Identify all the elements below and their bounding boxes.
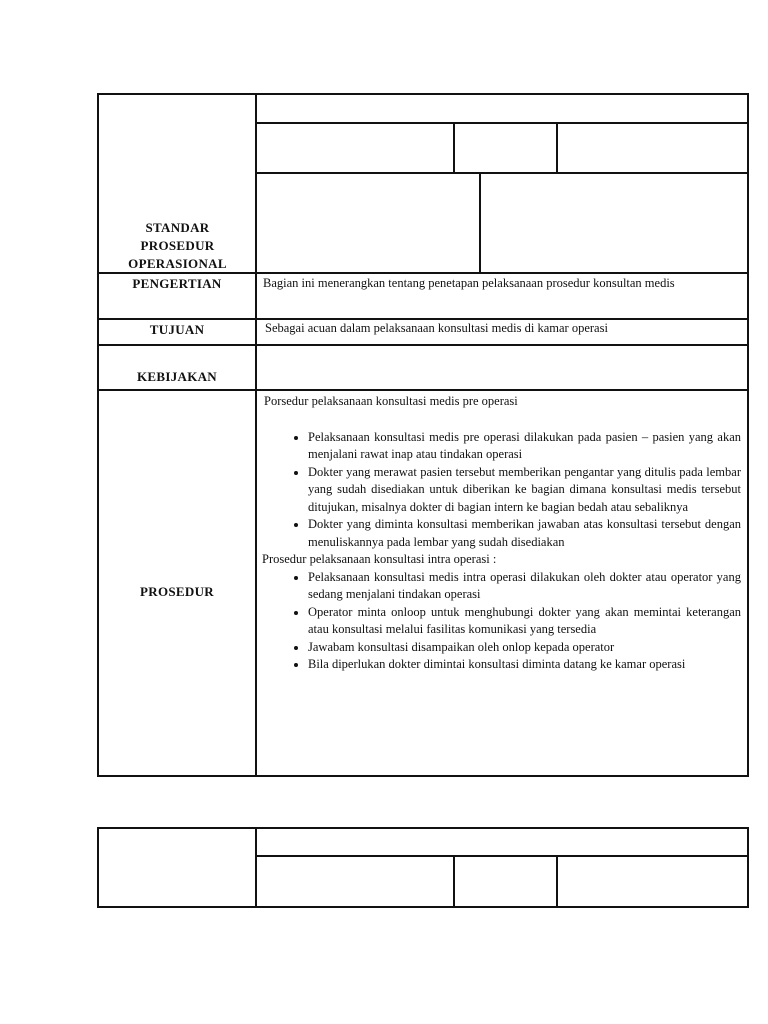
kebijakan-label: KEBIJAKAN bbox=[137, 369, 217, 384]
next-header-cell-divider-1 bbox=[453, 855, 455, 908]
column-divider bbox=[255, 93, 257, 777]
list-item: • Operator minta onloop untuk menghubungi dokter yang akan memintai keterangan atau konsultasi melalui fasilitas komunikasi yang tersedia bbox=[308, 604, 741, 639]
header-cell-divider-3 bbox=[479, 172, 481, 272]
list-item: • Jawabam konsultasi disampaikan oleh onlop kepada operator bbox=[308, 639, 741, 657]
rule-prosedur bbox=[97, 389, 749, 391]
list-item: • Dokter yang merawat pasien tersebut memberikan pengantar yang ditulis pada lembar yang sudah disediakan untuk diberikan ke bagian dimana konsultasi medis tersebut ditujukan, misalnya dokter di bagian intern ke bagian bedah atau sebaliknya bbox=[308, 464, 741, 517]
next-column-divider bbox=[255, 827, 257, 908]
next-header-cell-divider-2 bbox=[556, 855, 558, 908]
header-rule-1 bbox=[255, 122, 749, 124]
list-item: • Bila diperlukan dokter dimintai konsultasi diminta datang ke kamar operasi bbox=[308, 656, 741, 674]
prosedur-intro-pre: Porsedur pelaksanaan konsultasi medis pre operasi bbox=[264, 394, 518, 408]
tujuan-text: Sebagai acuan dalam pelaksanaan konsultasi medis di kamar operasi bbox=[265, 321, 608, 335]
header-cell-divider-2 bbox=[556, 122, 558, 173]
pengertian-text: Bagian ini menerangkan tentang penetapan pelaksanaan prosedur konsultan medis bbox=[263, 276, 675, 290]
prosedur-intra-list bbox=[264, 569, 741, 674]
rule-kebijakan bbox=[97, 344, 749, 346]
next-page-header-table bbox=[97, 827, 749, 908]
list-item: • Pelaksanaan konsultasi medis intra operasi dilakukan oleh dokter atau operator yang sedang menjalani tindakan operasi bbox=[308, 569, 741, 604]
next-header-rule bbox=[255, 855, 749, 857]
prosedur-label: PROSEDUR bbox=[140, 584, 214, 599]
tujuan-label: TUJUAN bbox=[149, 322, 205, 337]
prosedur-content bbox=[264, 393, 741, 674]
prosedur-pre-list bbox=[264, 429, 741, 552]
pengertian-label: PENGERTIAN bbox=[132, 276, 222, 291]
sop-title: STANDAR PROSEDUR OPERASIONAL bbox=[128, 220, 227, 271]
list-item: • Dokter yang diminta konsultasi memberikan jawaban atas konsultasi tersebut dengan menuliskannya pada lembar yang sudah disediakan bbox=[308, 516, 741, 551]
prosedur-intro-intra: Prosedur pelaksanaan konsultasi intra operasi : bbox=[262, 552, 497, 566]
header-cell-divider-1 bbox=[453, 122, 455, 173]
list-item: • Pelaksanaan konsultasi medis pre operasi dilakukan pada pasien – pasien yang akan menjalani rawat inap atau tindakan operasi bbox=[308, 429, 741, 464]
header-rule-2 bbox=[255, 172, 749, 174]
